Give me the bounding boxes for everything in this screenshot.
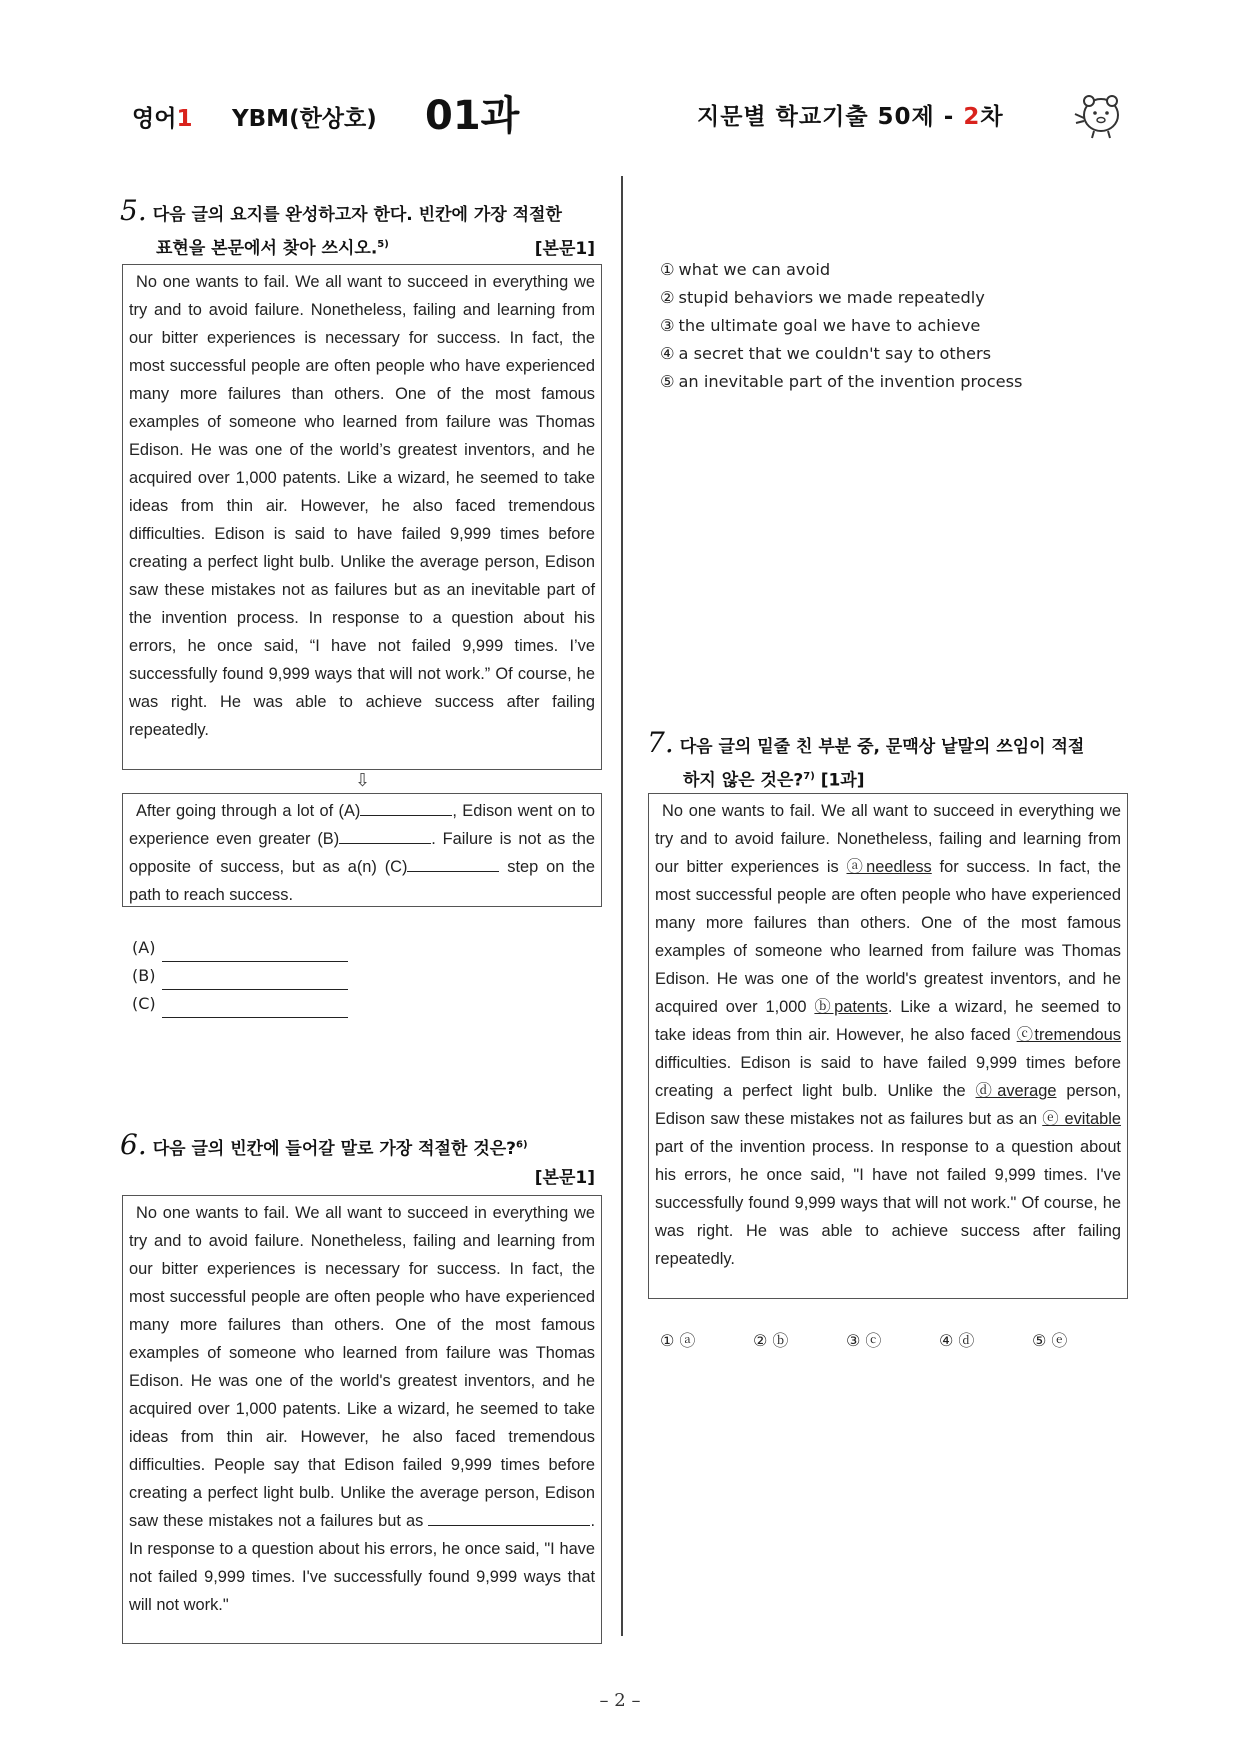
q6-option-4[interactable]: ④ a secret that we couldn't say to others: [660, 344, 992, 363]
q6-option-1[interactable]: ① what we can avoid: [660, 260, 831, 279]
underline-d: ⓓaverage: [975, 1082, 1057, 1100]
down-arrow-icon: ⇩: [355, 770, 371, 791]
q5-summary: After going through a lot of (A) , Edison went on to experience even greater (B) . Failure is not as the opposite of success, but as a(n) (C) step on the path to reach success.: [129, 797, 595, 909]
q7-passage-box: [648, 793, 1128, 1299]
underline-e: ⓔ evitable: [1042, 1110, 1121, 1128]
q5-passage-box: [122, 264, 602, 770]
q7-choice-3[interactable]: ③ ⓒ: [846, 1331, 882, 1350]
page-header: [0, 84, 1240, 144]
q7-choice-2[interactable]: ② ⓑ: [753, 1331, 789, 1350]
q7-choice-5[interactable]: ⑤ ⓔ: [1032, 1331, 1068, 1350]
answer-line-a[interactable]: (A): [132, 934, 348, 962]
underline-c: ⓒtremendous: [1016, 1026, 1121, 1044]
q7-choices: [660, 1328, 1125, 1351]
q6-passage-box: [122, 1195, 602, 1644]
q6-option-5[interactable]: ⑤ an inevitable part of the invention process: [660, 372, 1023, 391]
q6-tag: [본문1]: [534, 1168, 595, 1188]
answer-line-c[interactable]: (C): [132, 990, 348, 1018]
bear-mascot-icon: [1072, 88, 1124, 140]
blank-a: [360, 797, 452, 816]
lesson-title: 01과: [425, 93, 520, 139]
q6-option-3[interactable]: ③ the ultimate goal we have to achieve: [660, 316, 981, 335]
q5-summary-box: [122, 793, 602, 907]
q5-passage: No one wants to fail. We all want to succeed in everything we try and to avoid failure. Nonetheless, failing and learning from our bitter experiences is necessary for success. In fact, the most successful people are often people who have experienced many more failures than others. One of the most famous examples of someone who learned from failure was Thomas Edison. He was one of the world’s greatest inventors, and he acquired over 1,000 patents. Like a wizard, he seemed to take ideas from thin air. However, he also faced tremendous difficulties. Edison is said to have failed 9,999 times before creating a perfect light bulb. Unlike the average person, Edison saw these mistakes not as failures but as an inevitable part of the invention process. In response to a question about his errors, he once said, “I have not failed 9,999 times. I’ve successfully found 9,999 ways that will not work.” Of course, he was right. He was able to achieve success after failing repeatedly.: [129, 273, 595, 739]
underline-b: ⓑpatents: [814, 998, 888, 1016]
worksheet-title: 지문별 학교기출 50제 - 2차: [697, 104, 1004, 130]
blank-c: [407, 853, 499, 872]
q6-option-2[interactable]: ② stupid behaviors we made repeatedly: [660, 288, 985, 307]
publisher-label: YBM(한상호): [232, 106, 377, 132]
q7-choice-4[interactable]: ④ ⓓ: [939, 1331, 975, 1350]
blank-b: [339, 825, 431, 844]
q6-options: [660, 256, 1023, 396]
q6-passage: No one wants to fail. We all want to succeed in everything we try and to avoid failure. Nonetheless, failing and learning from our bitter experiences is necessary for success. In fact, the most successful people are often people who have experienced many more failures than others. One of the most famous examples of someone who learned from failure was Thomas Edison. He was one of the world's greatest inventors, and he acquired over 1,000 patents. Like a wizard, he seemed to take ideas from thin air. However, he also faced tremendous difficulties. People say that Edison failed 9,999 times before creating a perfect light bulb. Unlike the average person, Edison saw these mistakes not a failures but as . In response to a question about his errors, he once said, "I have not failed 9,999 times. I've successfully found 9,999 ways that will not work.": [129, 1204, 595, 1614]
column-divider: [621, 176, 623, 1636]
q6-blank: [428, 1507, 590, 1526]
q6-heading: 6. 다음 글의 빈칸에 들어갈 말로 가장 적절한 것은?$^{6)}$ [본문1]: [120, 1130, 595, 1193]
subject-label: 영어1: [132, 106, 193, 132]
q7-tag: [1과]: [820, 770, 865, 791]
q5-heading: 5. 다음 글의 요지를 완성하고자 한다. 빈칸에 가장 적절한 표현을 본문에서 찾아 쓰시오.$^{5)}$ [본문1]: [120, 196, 595, 264]
answer-line-b[interactable]: (B): [132, 962, 348, 990]
q7-passage: No one wants to fail. We all want to succeed in everything we try and to avoid failure. Nonetheless, failing and learning from our bitter experiences is ⓐneedless for success. In fact, the most successful people are often people who have experienced many more failures than others. One of the most famous examples of someone who learned from failure was Thomas Edison. He was one of the world's greatest inventors, and he acquired over 1,000 ⓑpatents. Like a wizard, he seemed to take ideas from thin air. However, he also faced ⓒtremendous difficulties. Edison is said to have failed 9,999 times before creating a perfect light bulb. Unlike the ⓓaverage person, Edison saw these mistakes not as failures but as an ⓔ evitable part of the invention process. In response to a question about his errors, he once said, "I have not failed 9,999 times. I've successfully found 9,999 ways that will not work." Of course, he was right. He was able to achieve success after failing repeatedly.: [655, 802, 1122, 1268]
q7-choice-1[interactable]: ① ⓐ: [660, 1331, 696, 1350]
q5-answer-lines: [132, 934, 348, 1018]
q5-tag: [본문1]: [534, 238, 595, 259]
underline-a: ⓐneedless: [846, 858, 932, 876]
q7-heading: 7. 다음 글의 밑줄 친 부분 중, 문맥상 낱말의 쓰임이 적절 하지 않은 것은?$^{7)}$ [1과]: [647, 726, 1085, 791]
page-number: – 2 –: [599, 1690, 641, 1711]
